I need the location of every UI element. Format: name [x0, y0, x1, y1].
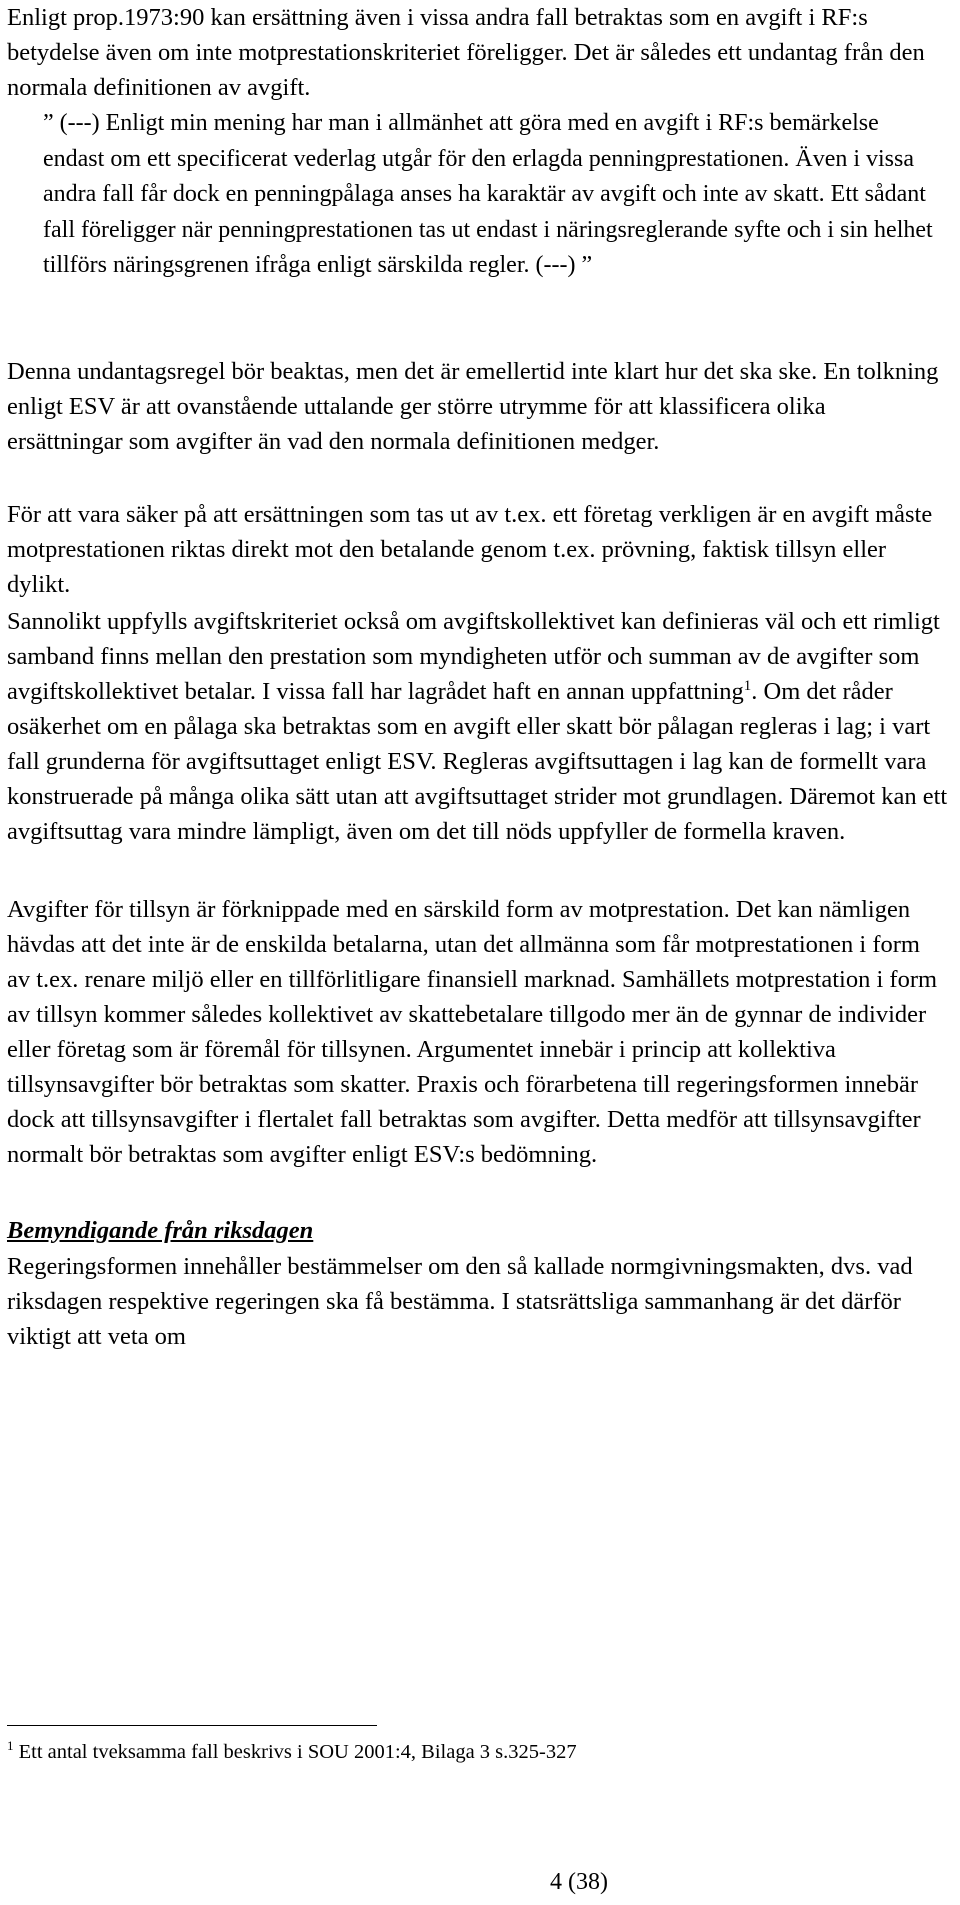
section-heading: Bemyndigande från riksdagen	[7, 1217, 314, 1244]
paragraph-4	[7, 604, 952, 849]
paragraph-2: Denna undantagsregel bör beaktas, men det är emellertid inte klart hur det ska ske. En tolkning enligt ESV är att ovanstående uttalande ger större utrymme för att klassificera olika ersättningar som avgifter än vad den normala definitionen medger.	[7, 358, 939, 455]
paragraph-4-part-a: Sannolikt uppfylls avgiftskriteriet också om avgiftskollektivet kan definieras väl och ett rimligt samband finns mellan den prestation som myndigheten utför och summan av de avgifter som avgiftskollektivet betalar. I vissa fall har lagrådet haft en annan uppfattning	[7, 608, 940, 705]
page-number: 4 (38)	[550, 1869, 608, 1895]
paragraph-4-part-b: . Om det råder osäkerhet om en pålaga ska betraktas som en avgift eller skatt bör pålagan regleras i lag; i vart fall grunderna för avgiftsuttaget enligt ESV. Regleras avgiftsuttagen i lag kan de formellt vara konstruerade på många olika sätt utan att avgiftsuttaget strider mot grundlagen. Däremot kan ett avgiftsuttag vara mindre lämpligt, även om det till nöds uppfyller de formella kraven.	[7, 678, 948, 845]
footnote-marker: 1	[7, 1738, 14, 1754]
paragraph-5: Avgifter för tillsyn är förknippade med en särskild form av motprestation. Det kan nämligen hävdas att det inte är de enskilda betalarna, utan det allmänna som får motprestationen i form av t.ex. renare miljö eller en tillförlitligare finansiell marknad. Samhällets motprestation i form av tillsyn kommer således kollektivet av skattebetalare tillgodo mer än de gynnar de individer eller företag som är föremål för tillsynen. Argumentet innebär i princip att kollektiva tillsynsavgifter bör betraktas som skatter. Praxis och förarbetena till regeringsformen innebär dock att tillsynsavgifter i flertalet fall betraktas som avgifter. Detta medför att tillsynsavgifter normalt bör betraktas som avgifter enligt ESV:s bedömning.	[7, 896, 938, 1168]
footnote-reference[interactable]: 1	[743, 677, 752, 694]
footnote-text: Ett antal tveksamma fall beskrivs i SOU 2001:4, Bilaga 3 s.325-327	[13, 1741, 577, 1763]
block-quote	[7, 106, 943, 284]
footnote	[7, 1737, 577, 1767]
quote-close-mark: ”	[581, 252, 593, 278]
paragraph-6: Regeringsformen innehåller bestämmelser om den så kallade normgivningsmakten, dvs. vad riksdagen respektive regeringen ska få bestämma. I statsrättsliga sammanhang är det därför viktigt att veta om	[7, 1253, 913, 1350]
quote-open-mark: ”	[43, 110, 54, 136]
paragraph-3: För att vara säker på att ersättningen som tas ut av t.ex. ett företag verkligen är en avgift måste motprestationen riktas direkt mot den betalande genom t.ex. prövning, faktisk tillsyn eller dylikt.	[7, 501, 933, 598]
footnote-separator	[7, 1725, 377, 1726]
paragraph-intro: Enligt prop.1973:90 kan ersättning även i vissa andra fall betraktas som en avgift i RF:s betydelse även om inte motprestationskriteriet föreligger. Det är således ett undantag från den normala definitionen av avgift.	[7, 4, 925, 101]
quote-text: (---) Enligt min mening har man i allmänhet att göra med en avgift i RF:s bemärkelse endast om ett specificerat vederlag utgår för den erlagda penningprestationen. Även i vissa andra fall får dock en penningpålaga anses ha karaktär av avgift och inte av skatt. Ett sådant fall föreligger när penningprestationen tas ut endast i näringsreglerande syfte och i sin helhet tillförs näringsgrenen ifråga enligt särskilda regler. (---)	[43, 110, 933, 278]
